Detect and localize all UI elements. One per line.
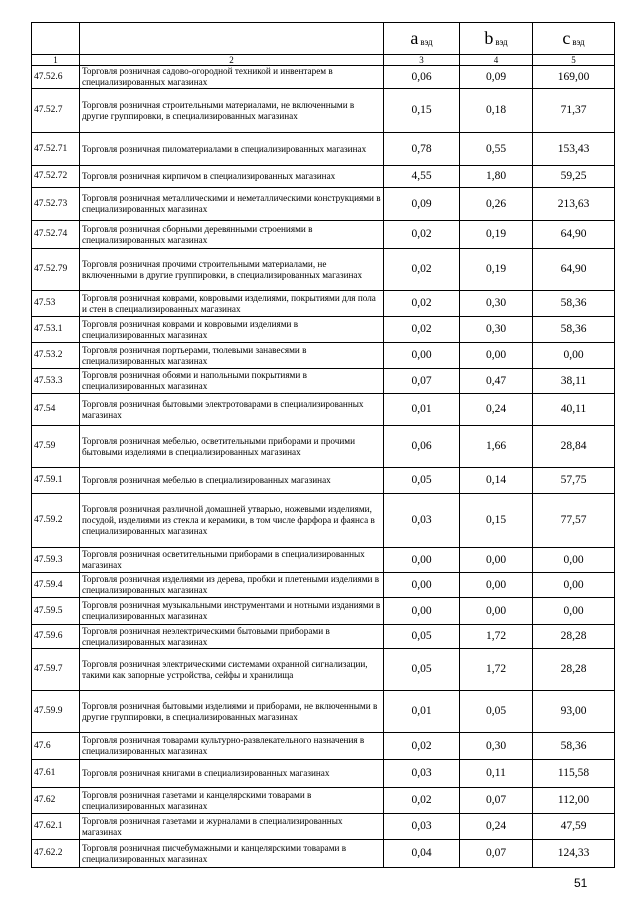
row-name: Торговля розничная различной домашней утварью, ножевыми изделиями, посудой, изделиями из стекла и керамики, в том числе фарфора и фаянса в специализированных магазинах — [80, 494, 384, 548]
row-value-a: 0,03 — [384, 814, 460, 840]
row-value-c: 58,36 — [533, 317, 615, 343]
table-row — [32, 691, 615, 733]
row-code: 47.59.9 — [32, 691, 80, 733]
row-value-a: 0,07 — [384, 369, 460, 394]
row-value-a: 4,55 — [384, 166, 460, 188]
row-name: Торговля розничная коврами, ковровыми изделиями, покрытиями для пола и стен в специализированных магазинах — [80, 291, 384, 317]
row-value-c: 112,00 — [533, 788, 615, 814]
row-code: 47.59 — [32, 426, 80, 468]
row-name: Торговля розничная книгами в специализированных магазинах — [80, 760, 384, 788]
row-value-b: 0,18 — [460, 89, 533, 133]
table-row — [32, 343, 615, 369]
row-value-c: 28,84 — [533, 426, 615, 468]
row-value-c: 38,11 — [533, 369, 615, 394]
col-number: 4 — [460, 55, 533, 66]
table-row — [32, 548, 615, 573]
row-name: Торговля розничная музыкальными инструментами и нотными изданиями в специализированных магазинах — [80, 598, 384, 625]
row-code: 47.53.3 — [32, 369, 80, 394]
row-value-a: 0,02 — [384, 291, 460, 317]
row-value-c: 57,75 — [533, 468, 615, 494]
row-code: 47.52.7 — [32, 89, 80, 133]
row-value-b: 1,72 — [460, 649, 533, 691]
table-row — [32, 598, 615, 625]
table-row — [32, 788, 615, 814]
table-row — [32, 369, 615, 394]
table-row — [32, 66, 615, 89]
row-code: 47.59.3 — [32, 548, 80, 573]
row-code: 47.53 — [32, 291, 80, 317]
row-value-c: 71,37 — [533, 89, 615, 133]
row-value-b: 1,66 — [460, 426, 533, 468]
row-value-b: 0,24 — [460, 814, 533, 840]
row-value-a: 0,02 — [384, 249, 460, 291]
row-value-a: 0,00 — [384, 598, 460, 625]
header-empty-2 — [80, 23, 384, 55]
page-number: 51 — [574, 876, 588, 890]
row-value-b: 0,07 — [460, 788, 533, 814]
row-name: Торговля розничная неэлектрическими бытовыми приборами в специализированных магазинах — [80, 625, 384, 649]
row-code: 47.52.71 — [32, 133, 80, 166]
table-row — [32, 89, 615, 133]
row-name: Торговля розничная мебелью, осветительными приборами и прочими бытовыми изделиями в специализированных магазинах — [80, 426, 384, 468]
table-row — [32, 291, 615, 317]
table-row — [32, 249, 615, 291]
row-name: Торговля розничная коврами и ковровыми изделиями в специализированных магазинах — [80, 317, 384, 343]
table-row — [32, 317, 615, 343]
row-name: Торговля розничная газетами и канцелярскими товарами в специализированных магазинах — [80, 788, 384, 814]
row-code: 47.52.6 — [32, 66, 80, 89]
column-number-row — [32, 55, 615, 66]
row-code: 47.6 — [32, 733, 80, 760]
row-value-b: 0,00 — [460, 343, 533, 369]
row-value-c: 64,90 — [533, 221, 615, 249]
row-value-b: 0,24 — [460, 394, 533, 426]
row-value-a: 0,00 — [384, 548, 460, 573]
row-name: Торговля розничная строительными материалами, не включенными в другие группировки, в специализированных магазинах — [80, 89, 384, 133]
row-value-a: 0,02 — [384, 221, 460, 249]
header-a: a $_{вэд}$ — [384, 23, 460, 55]
row-value-b: 0,00 — [460, 598, 533, 625]
row-value-a: 0,78 — [384, 133, 460, 166]
row-name: Торговля розничная кирпичом в специализированных магазинах — [80, 166, 384, 188]
row-value-c: 58,36 — [533, 733, 615, 760]
row-value-a: 0,02 — [384, 733, 460, 760]
row-name: Торговля розничная электрическими системами охранной сигнализации, такими как запорные устройства, сейфы и хранилища — [80, 649, 384, 691]
row-name: Торговля розничная товарами культурно-развлекательного назначения в специализированных магазинах — [80, 733, 384, 760]
row-value-a: 0,09 — [384, 188, 460, 221]
row-value-b: 0,30 — [460, 317, 533, 343]
row-value-c: 169,00 — [533, 66, 615, 89]
header-empty-1 — [32, 23, 80, 55]
data-table — [31, 22, 615, 868]
row-value-b: 0,11 — [460, 760, 533, 788]
row-value-c: 77,57 — [533, 494, 615, 548]
row-value-b: 0,19 — [460, 221, 533, 249]
row-code: 47.53.1 — [32, 317, 80, 343]
table-row — [32, 426, 615, 468]
table-row — [32, 394, 615, 426]
row-name: Торговля розничная мебелью в специализированных магазинах — [80, 468, 384, 494]
row-code: 47.62.2 — [32, 840, 80, 868]
row-name: Торговля розничная писчебумажными и канцелярскими товарами в специализированных магазинах — [80, 840, 384, 868]
table-row — [32, 188, 615, 221]
row-value-a: 0,01 — [384, 691, 460, 733]
row-value-c: 0,00 — [533, 548, 615, 573]
row-code: 47.54 — [32, 394, 80, 426]
row-value-a: 0,02 — [384, 788, 460, 814]
row-code: 47.61 — [32, 760, 80, 788]
row-name: Торговля розничная газетами и журналами в специализированных магазинах — [80, 814, 384, 840]
row-value-b: 0,15 — [460, 494, 533, 548]
row-value-c: 0,00 — [533, 343, 615, 369]
header-c: c $_{вэд}$ — [533, 23, 615, 55]
row-value-a: 0,05 — [384, 649, 460, 691]
row-name: Торговля розничная бытовыми изделиями и приборами, не включенными в другие группировки, в специализированных магазинах — [80, 691, 384, 733]
row-value-b: 0,55 — [460, 133, 533, 166]
row-value-b: 0,00 — [460, 573, 533, 598]
row-name: Торговля розничная сборными деревянными строениями в специализированных магазинах — [80, 221, 384, 249]
row-code: 47.59.4 — [32, 573, 80, 598]
table-row — [32, 166, 615, 188]
row-value-a: 0,03 — [384, 760, 460, 788]
row-code: 47.52.79 — [32, 249, 80, 291]
table-row — [32, 840, 615, 868]
table-row — [32, 760, 615, 788]
row-code: 47.59.2 — [32, 494, 80, 548]
row-value-a: 0,00 — [384, 343, 460, 369]
row-value-c: 0,00 — [533, 598, 615, 625]
table-row — [32, 494, 615, 548]
table-row — [32, 468, 615, 494]
row-value-a: 0,02 — [384, 317, 460, 343]
row-code: 47.59.6 — [32, 625, 80, 649]
row-value-a: 0,05 — [384, 468, 460, 494]
row-name: Торговля розничная пиломатериалами в специализированных магазинах — [80, 133, 384, 166]
row-value-b: 1,80 — [460, 166, 533, 188]
row-value-b: 0,26 — [460, 188, 533, 221]
row-name: Торговля розничная бытовыми электротоварами в специализированных магазинах — [80, 394, 384, 426]
table-row — [32, 573, 615, 598]
row-code: 47.62.1 — [32, 814, 80, 840]
row-value-c: 40,11 — [533, 394, 615, 426]
col-number: 5 — [533, 55, 615, 66]
row-value-c: 64,90 — [533, 249, 615, 291]
row-value-a: 0,04 — [384, 840, 460, 868]
row-value-c: 93,00 — [533, 691, 615, 733]
table-row — [32, 221, 615, 249]
row-value-b: 0,30 — [460, 291, 533, 317]
table-row — [32, 733, 615, 760]
row-value-c: 213,63 — [533, 188, 615, 221]
row-value-b: 0,07 — [460, 840, 533, 868]
row-value-b: 0,30 — [460, 733, 533, 760]
table-row — [32, 625, 615, 649]
table-row — [32, 133, 615, 166]
header-b: b $_{вэд}$ — [460, 23, 533, 55]
row-value-c: 115,58 — [533, 760, 615, 788]
row-code: 47.52.73 — [32, 188, 80, 221]
row-value-b: 0,09 — [460, 66, 533, 89]
row-value-b: 0,14 — [460, 468, 533, 494]
row-value-b: 0,00 — [460, 548, 533, 573]
row-value-a: 0,05 — [384, 625, 460, 649]
row-name: Торговля розничная осветительными приборами в специализированных магазинах — [80, 548, 384, 573]
row-name: Торговля розничная обоями и напольными покрытиями в специализированных магазинах — [80, 369, 384, 394]
row-value-c: 28,28 — [533, 649, 615, 691]
row-value-b: 0,47 — [460, 369, 533, 394]
row-value-c: 58,36 — [533, 291, 615, 317]
col-number: 3 — [384, 55, 460, 66]
row-code: 47.59.5 — [32, 598, 80, 625]
row-name: Торговля розничная изделиями из дерева, пробки и плетеными изделиями в специализированных магазинах — [80, 573, 384, 598]
row-code: 47.62 — [32, 788, 80, 814]
row-value-b: 0,19 — [460, 249, 533, 291]
row-name: Торговля розничная прочими строительными материалами, не включенными в другие группировки, в специализированных магазинах — [80, 249, 384, 291]
row-code: 47.52.74 — [32, 221, 80, 249]
table-row — [32, 649, 615, 691]
row-value-c: 153,43 — [533, 133, 615, 166]
row-name: Торговля розничная металлическими и неметаллическими конструкциями в специализированных магазинах — [80, 188, 384, 221]
col-number: 2 — [80, 55, 384, 66]
row-value-c: 59,25 — [533, 166, 615, 188]
row-value-a: 0,01 — [384, 394, 460, 426]
row-value-a: 0,15 — [384, 89, 460, 133]
row-value-a: 0,06 — [384, 66, 460, 89]
row-value-c: 0,00 — [533, 573, 615, 598]
row-value-c: 47,59 — [533, 814, 615, 840]
row-code: 47.52.72 — [32, 166, 80, 188]
row-value-a: 0,00 — [384, 573, 460, 598]
row-value-b: 1,72 — [460, 625, 533, 649]
row-name: Торговля розничная садово-огородной техникой и инвентарем в специализированных магазинах — [80, 66, 384, 89]
row-value-c: 28,28 — [533, 625, 615, 649]
row-code: 47.59.1 — [32, 468, 80, 494]
header-row — [32, 23, 615, 55]
row-code: 47.59.7 — [32, 649, 80, 691]
row-value-a: 0,03 — [384, 494, 460, 548]
table-row — [32, 814, 615, 840]
row-value-a: 0,06 — [384, 426, 460, 468]
row-name: Торговля розничная портьерами, тюлевыми занавесями в специализированных магазинах — [80, 343, 384, 369]
row-value-c: 124,33 — [533, 840, 615, 868]
row-code: 47.53.2 — [32, 343, 80, 369]
row-value-b: 0,05 — [460, 691, 533, 733]
col-number: 1 — [32, 55, 80, 66]
